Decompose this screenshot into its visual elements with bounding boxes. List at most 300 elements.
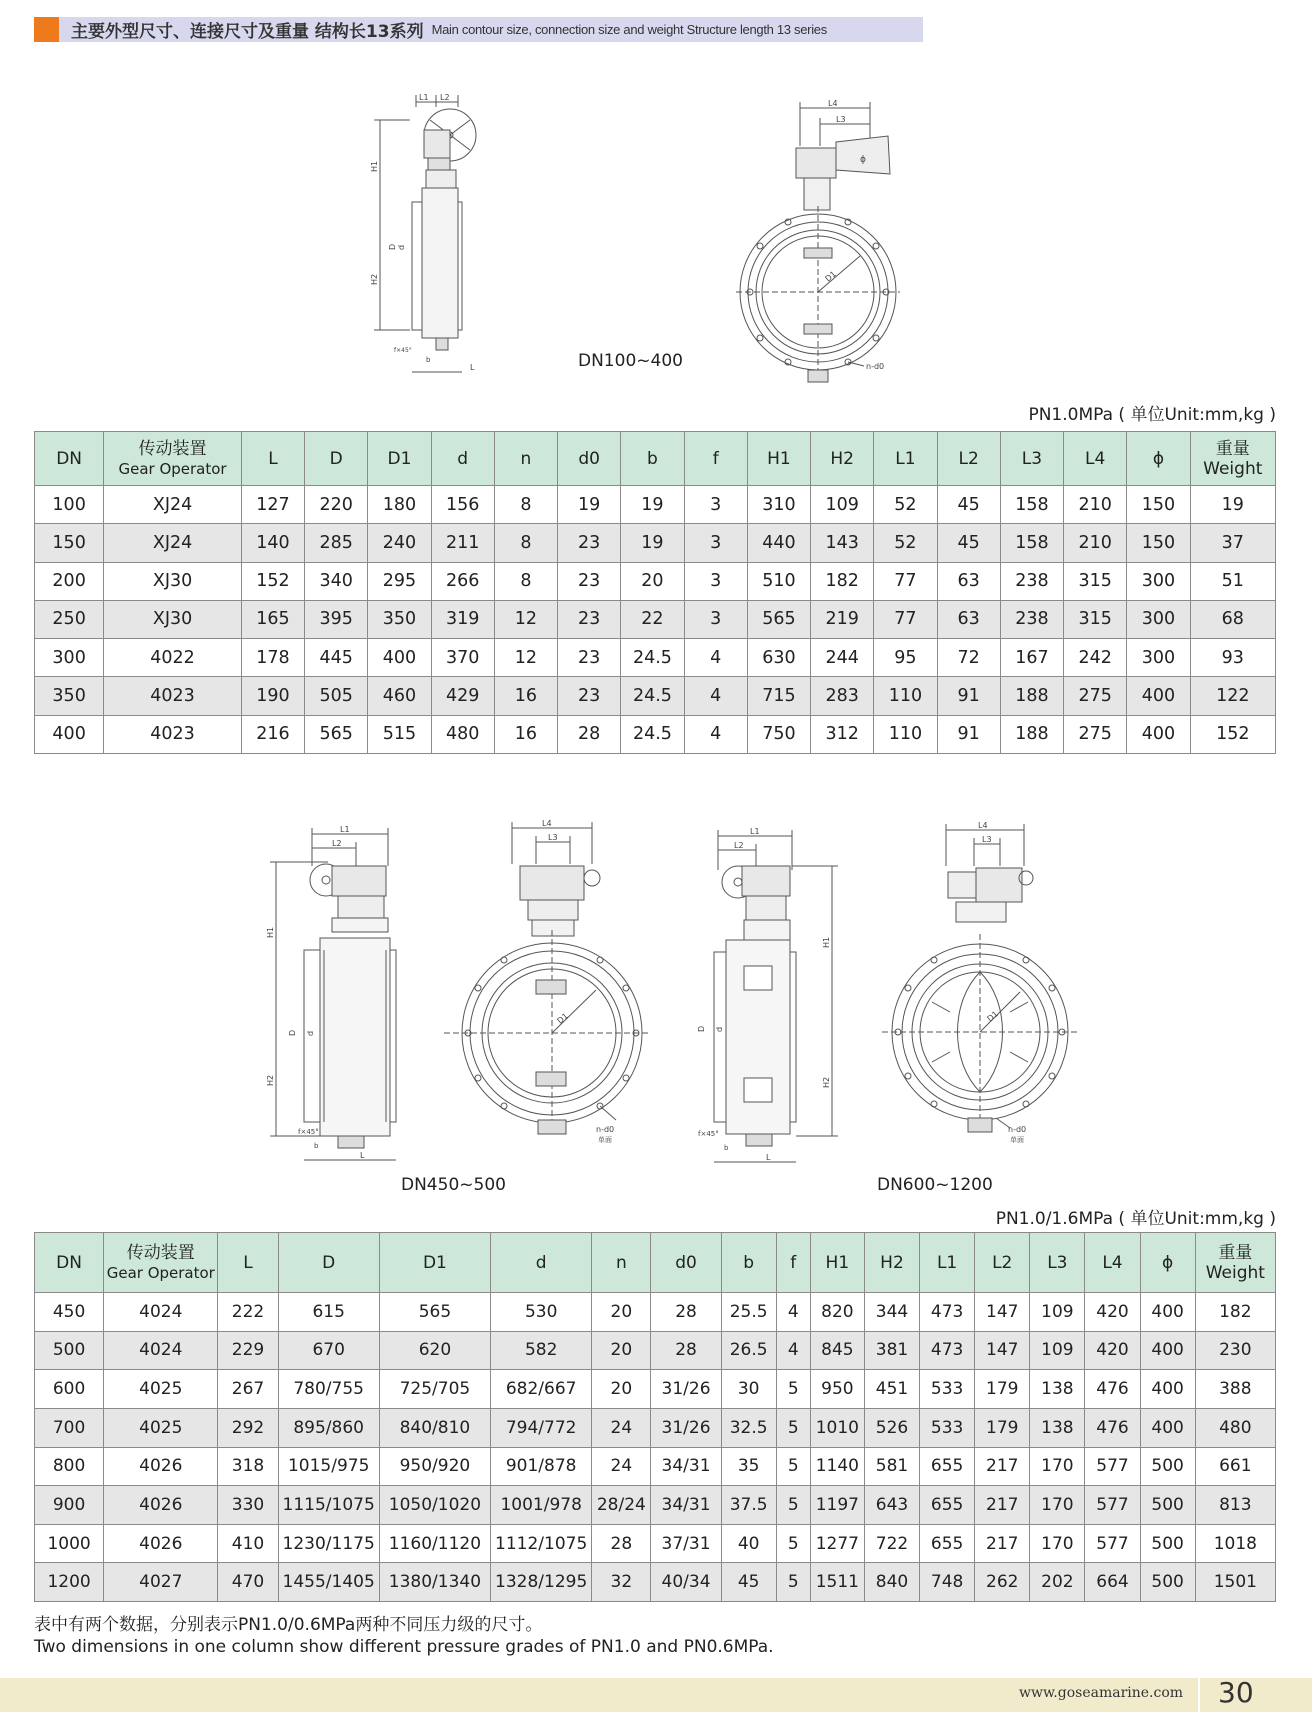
caption-dn100-400: DN100~400 xyxy=(578,351,683,371)
cell-l3: 138 xyxy=(1030,1408,1085,1447)
cell-b: 19 xyxy=(621,486,684,524)
cell-n: 8 xyxy=(494,524,557,562)
cell-l2: 91 xyxy=(937,677,1000,715)
cell-l: 330 xyxy=(218,1486,278,1525)
label-h1: H1 xyxy=(822,936,831,948)
cell-f: 5 xyxy=(776,1370,810,1409)
cell-d-inner: 582 xyxy=(491,1331,592,1370)
cell-l: 318 xyxy=(218,1447,278,1486)
header-h2: H2 xyxy=(811,432,874,486)
table-row xyxy=(35,1524,1276,1563)
cell-dn: 1000 xyxy=(35,1524,104,1563)
table1-body xyxy=(35,486,1276,754)
table-row xyxy=(35,600,1276,638)
cell-phi: 500 xyxy=(1140,1486,1195,1525)
cell-b: 19 xyxy=(621,524,684,562)
section-title-en: Main contour size, connection size and weight Structure length 13 series xyxy=(431,22,827,37)
cell-d-inner: 370 xyxy=(431,639,494,677)
header-l3: L3 xyxy=(1030,1233,1085,1293)
label-l: L xyxy=(766,1153,771,1162)
cell-d-outer: 395 xyxy=(305,600,368,638)
cell-d-outer: 340 xyxy=(305,562,368,600)
cell-weight: 661 xyxy=(1195,1447,1275,1486)
cell-phi: 400 xyxy=(1140,1331,1195,1370)
cell-phi: 400 xyxy=(1127,677,1190,715)
header-d-outer: D xyxy=(305,432,368,486)
cell-b: 45 xyxy=(721,1563,776,1602)
header-weight-cn: 重量 xyxy=(1215,438,1250,459)
cell-weight: 813 xyxy=(1195,1486,1275,1525)
caption-dn450-500: DN450~500 xyxy=(401,1175,506,1195)
diagram-dn450-500-front xyxy=(440,820,640,1150)
cell-b: 26.5 xyxy=(721,1331,776,1370)
cell-l: 190 xyxy=(241,677,304,715)
cell-d-inner: 1001/978 xyxy=(491,1486,592,1525)
cell-f: 5 xyxy=(776,1486,810,1525)
label-l1: L1 xyxy=(750,827,760,836)
cell-gear-operator: 4025 xyxy=(104,1370,218,1409)
cell-h2: 109 xyxy=(811,486,874,524)
cell-h1: 845 xyxy=(810,1331,864,1370)
cell-weight: 1501 xyxy=(1195,1563,1275,1602)
cell-l2: 91 xyxy=(937,715,1000,753)
cell-l1: 533 xyxy=(920,1370,975,1409)
cell-d0: 23 xyxy=(558,639,621,677)
cell-l4: 476 xyxy=(1085,1408,1140,1447)
label-fx45: f×45° xyxy=(394,347,412,354)
cell-d1: 565 xyxy=(379,1293,490,1332)
label-h2: H2 xyxy=(370,273,379,285)
table-row xyxy=(35,639,1276,677)
cell-l3: 170 xyxy=(1030,1524,1085,1563)
cell-n: 24 xyxy=(592,1408,651,1447)
cell-d-outer: 1015/975 xyxy=(278,1447,379,1486)
header-l3: L3 xyxy=(1000,432,1063,486)
cell-n: 16 xyxy=(494,677,557,715)
cell-l: 127 xyxy=(241,486,304,524)
cell-l1: 748 xyxy=(920,1563,975,1602)
label-d-inner: d xyxy=(306,1030,315,1036)
cell-d1: 1160/1120 xyxy=(379,1524,490,1563)
header-d-outer: D xyxy=(278,1233,379,1293)
cell-l1: 77 xyxy=(874,562,937,600)
cell-h1: 1010 xyxy=(810,1408,864,1447)
cell-gear-operator: 4026 xyxy=(104,1524,218,1563)
cell-h1: 630 xyxy=(747,639,810,677)
cell-l: 267 xyxy=(218,1370,278,1409)
section-marker xyxy=(34,17,59,42)
cell-gear-operator: XJ30 xyxy=(104,600,242,638)
cell-l: 229 xyxy=(218,1331,278,1370)
cell-h1: 820 xyxy=(810,1293,864,1332)
cell-d0: 34/31 xyxy=(651,1486,721,1525)
cell-weight: 480 xyxy=(1195,1408,1275,1447)
label-b: b xyxy=(724,1144,729,1152)
cell-h2: 344 xyxy=(864,1293,919,1332)
cell-l4: 664 xyxy=(1085,1563,1140,1602)
label-nd0-cn: 单面 xyxy=(1010,1136,1024,1144)
cell-f: 3 xyxy=(684,486,747,524)
cell-h1: 565 xyxy=(747,600,810,638)
cell-d-inner: 794/772 xyxy=(491,1408,592,1447)
cell-l2: 45 xyxy=(937,524,1000,562)
cell-gear-operator: XJ24 xyxy=(104,524,242,562)
cell-dn: 300 xyxy=(35,639,104,677)
cell-h2: 381 xyxy=(864,1331,919,1370)
caption-dn600-1200: DN600~1200 xyxy=(877,1175,993,1195)
cell-l3: 202 xyxy=(1030,1563,1085,1602)
label-h2: H2 xyxy=(822,1076,831,1088)
label-d1: D1 xyxy=(823,269,838,284)
cell-weight: 122 xyxy=(1190,677,1275,715)
header-d0: d0 xyxy=(651,1233,721,1293)
cell-h2: 283 xyxy=(811,677,874,715)
cell-l2: 147 xyxy=(975,1293,1030,1332)
cell-d0: 31/26 xyxy=(651,1408,721,1447)
footnote xyxy=(34,1614,774,1658)
cell-b: 40 xyxy=(721,1524,776,1563)
table1-unit-note: PN1.0MPa ( 单位Unit:mm,kg ) xyxy=(1028,405,1276,425)
cell-d1: 240 xyxy=(368,524,431,562)
cell-dn: 600 xyxy=(35,1370,104,1409)
cell-d-outer: 1455/1405 xyxy=(278,1563,379,1602)
label-d-outer: D xyxy=(288,1029,297,1036)
cell-n: 16 xyxy=(494,715,557,753)
header-n: n xyxy=(592,1233,651,1293)
cell-d1: 725/705 xyxy=(379,1370,490,1409)
cell-weight: 1018 xyxy=(1195,1524,1275,1563)
cell-n: 12 xyxy=(494,639,557,677)
cell-f: 3 xyxy=(684,524,747,562)
cell-dn: 200 xyxy=(35,562,104,600)
cell-b: 20 xyxy=(621,562,684,600)
cell-d0: 34/31 xyxy=(651,1447,721,1486)
cell-b: 22 xyxy=(621,600,684,638)
header-h2: H2 xyxy=(864,1233,919,1293)
cell-l2: 217 xyxy=(975,1524,1030,1563)
cell-f: 4 xyxy=(684,677,747,715)
cell-l: 140 xyxy=(241,524,304,562)
cell-l1: 77 xyxy=(874,600,937,638)
cell-l3: 109 xyxy=(1030,1331,1085,1370)
cell-d0: 23 xyxy=(558,562,621,600)
cell-d-inner: 530 xyxy=(491,1293,592,1332)
cell-b: 30 xyxy=(721,1370,776,1409)
cell-gear-operator: 4026 xyxy=(104,1447,218,1486)
cell-l3: 158 xyxy=(1000,524,1063,562)
cell-l4: 275 xyxy=(1064,715,1127,753)
cell-l3: 170 xyxy=(1030,1447,1085,1486)
cell-l4: 577 xyxy=(1085,1524,1140,1563)
label-l2: L2 xyxy=(734,841,744,850)
table2-body xyxy=(35,1293,1276,1602)
cell-weight: 19 xyxy=(1190,486,1275,524)
cell-b: 32.5 xyxy=(721,1408,776,1447)
cell-d-outer: 565 xyxy=(305,715,368,753)
table2-unit-note: PN1.0/1.6MPa ( 单位Unit:mm,kg ) xyxy=(995,1209,1276,1229)
label-l4: L4 xyxy=(828,99,838,108)
label-d-outer: D xyxy=(388,243,397,250)
cell-d1: 180 xyxy=(368,486,431,524)
diagram-dn100-400-front xyxy=(740,96,920,386)
cell-phi: 400 xyxy=(1140,1370,1195,1409)
cell-gear-operator: 4023 xyxy=(104,677,242,715)
cell-d0: 37/31 xyxy=(651,1524,721,1563)
cell-l: 410 xyxy=(218,1524,278,1563)
table-row xyxy=(35,562,1276,600)
cell-d0: 23 xyxy=(558,600,621,638)
cell-phi: 300 xyxy=(1127,562,1190,600)
table-row xyxy=(35,1408,1276,1447)
cell-weight: 388 xyxy=(1195,1370,1275,1409)
header-f: f xyxy=(684,432,747,486)
cell-d-outer: 285 xyxy=(305,524,368,562)
cell-weight: 152 xyxy=(1190,715,1275,753)
cell-d-outer: 445 xyxy=(305,639,368,677)
cell-h1: 1140 xyxy=(810,1447,864,1486)
cell-weight: 68 xyxy=(1190,600,1275,638)
cell-l4: 315 xyxy=(1064,600,1127,638)
cell-d1: 1050/1020 xyxy=(379,1486,490,1525)
cell-l4: 275 xyxy=(1064,677,1127,715)
cell-f: 4 xyxy=(776,1293,810,1332)
label-b: b xyxy=(314,1142,319,1150)
cell-h2: 143 xyxy=(811,524,874,562)
cell-h2: 526 xyxy=(864,1408,919,1447)
cell-l3: 158 xyxy=(1000,486,1063,524)
cell-h1: 510 xyxy=(747,562,810,600)
header-l2: L2 xyxy=(975,1233,1030,1293)
diagram-dn450-500-side xyxy=(268,826,408,1168)
cell-d-inner: 1328/1295 xyxy=(491,1563,592,1602)
cell-d1: 400 xyxy=(368,639,431,677)
cell-dn: 150 xyxy=(35,524,104,562)
cell-b: 24.5 xyxy=(621,639,684,677)
cell-phi: 400 xyxy=(1127,715,1190,753)
cell-phi: 150 xyxy=(1127,486,1190,524)
cell-phi: 500 xyxy=(1140,1524,1195,1563)
cell-d1: 460 xyxy=(368,677,431,715)
table-row xyxy=(35,486,1276,524)
cell-dn: 100 xyxy=(35,486,104,524)
cell-weight: 51 xyxy=(1190,562,1275,600)
cell-l3: 167 xyxy=(1000,639,1063,677)
cell-dn: 250 xyxy=(35,600,104,638)
cell-d-outer: 1230/1175 xyxy=(278,1524,379,1563)
cell-d1: 295 xyxy=(368,562,431,600)
label-nd0: n-d0 xyxy=(596,1125,615,1134)
label-l4: L4 xyxy=(978,821,988,830)
cell-weight: 93 xyxy=(1190,639,1275,677)
header-l4: L4 xyxy=(1085,1233,1140,1293)
label-fx45: f×45° xyxy=(698,1130,719,1138)
page-footer xyxy=(0,1678,1312,1712)
table-row xyxy=(35,1370,1276,1409)
cell-l4: 420 xyxy=(1085,1331,1140,1370)
cell-l3: 238 xyxy=(1000,562,1063,600)
cell-l: 470 xyxy=(218,1563,278,1602)
cell-h1: 440 xyxy=(747,524,810,562)
header-n: n xyxy=(494,432,557,486)
cell-l: 216 xyxy=(241,715,304,753)
table-row xyxy=(35,524,1276,562)
label-l2: L2 xyxy=(440,93,450,102)
cell-n: 28/24 xyxy=(592,1486,651,1525)
cell-n: 32 xyxy=(592,1563,651,1602)
cell-b: 35 xyxy=(721,1447,776,1486)
label-l4: L4 xyxy=(542,819,552,828)
header-gear-operator xyxy=(104,1233,218,1293)
cell-l1: 473 xyxy=(920,1331,975,1370)
cell-l3: 188 xyxy=(1000,715,1063,753)
table-row xyxy=(35,1293,1276,1332)
table-row xyxy=(35,715,1276,753)
cell-l2: 179 xyxy=(975,1370,1030,1409)
cell-gear-operator: 4024 xyxy=(104,1293,218,1332)
cell-l2: 147 xyxy=(975,1331,1030,1370)
footnote-cn: 表中有两个数据，分别表示PN1.0/0.6MPa两种不同压力级的尺寸。 xyxy=(34,1615,543,1635)
diagram-dn100-400-side xyxy=(370,90,510,380)
diagram-dn600-1200-front xyxy=(880,822,1070,1152)
label-d-outer: D xyxy=(697,1025,706,1032)
website-link[interactable]: www.goseamarine.com xyxy=(1019,1685,1184,1701)
cell-n: 28 xyxy=(592,1524,651,1563)
cell-d-outer: 615 xyxy=(278,1293,379,1332)
cell-weight: 37 xyxy=(1190,524,1275,562)
cell-gear-operator: 4022 xyxy=(104,639,242,677)
label-nd0: n-d0 xyxy=(1008,1125,1027,1134)
header-d-inner: d xyxy=(431,432,494,486)
label-d-inner: d xyxy=(715,1026,724,1032)
cell-h1: 310 xyxy=(747,486,810,524)
cell-b: 24.5 xyxy=(621,677,684,715)
cell-n: 20 xyxy=(592,1331,651,1370)
cell-gear-operator: 4027 xyxy=(104,1563,218,1602)
cell-d-outer: 505 xyxy=(305,677,368,715)
cell-d-outer: 780/755 xyxy=(278,1370,379,1409)
table-row xyxy=(35,1447,1276,1486)
cell-l1: 110 xyxy=(874,677,937,715)
cell-l3: 138 xyxy=(1030,1370,1085,1409)
table-row xyxy=(35,1331,1276,1370)
cell-h2: 451 xyxy=(864,1370,919,1409)
label-l3: L3 xyxy=(548,833,558,842)
cell-weight: 230 xyxy=(1195,1331,1275,1370)
header-dn: DN xyxy=(35,1233,104,1293)
cell-d1: 620 xyxy=(379,1331,490,1370)
label-b: b xyxy=(426,356,431,364)
header-l1: L1 xyxy=(874,432,937,486)
cell-gear-operator: 4023 xyxy=(104,715,242,753)
header-l: L xyxy=(218,1233,278,1293)
label-h2: H2 xyxy=(266,1074,275,1086)
cell-l3: 238 xyxy=(1000,600,1063,638)
label-l3: L3 xyxy=(982,835,992,844)
cell-h1: 950 xyxy=(810,1370,864,1409)
cell-dn: 700 xyxy=(35,1408,104,1447)
cell-l2: 72 xyxy=(937,639,1000,677)
header-weight xyxy=(1190,432,1275,486)
cell-h2: 244 xyxy=(811,639,874,677)
cell-l4: 476 xyxy=(1085,1370,1140,1409)
cell-d-inner: 319 xyxy=(431,600,494,638)
header-l2: L2 xyxy=(937,432,1000,486)
cell-d-outer: 1115/1075 xyxy=(278,1486,379,1525)
header-h1: H1 xyxy=(747,432,810,486)
header-gear-cn: 传动装置 xyxy=(126,1242,195,1263)
cell-d1: 515 xyxy=(368,715,431,753)
header-l1: L1 xyxy=(920,1233,975,1293)
header-gear-en: Gear Operator xyxy=(118,459,227,478)
cell-d1: 950/920 xyxy=(379,1447,490,1486)
cell-dn: 500 xyxy=(35,1331,104,1370)
cell-d0: 23 xyxy=(558,524,621,562)
cell-d1: 840/810 xyxy=(379,1408,490,1447)
label-l1: L1 xyxy=(419,93,429,102)
table-row xyxy=(35,1563,1276,1602)
cell-phi: 400 xyxy=(1140,1293,1195,1332)
cell-d-outer: 220 xyxy=(305,486,368,524)
cell-n: 12 xyxy=(494,600,557,638)
cell-h1: 1197 xyxy=(810,1486,864,1525)
cell-d-inner: 156 xyxy=(431,486,494,524)
header-phi: ϕ xyxy=(1127,432,1190,486)
cell-d1: 350 xyxy=(368,600,431,638)
cell-dn: 350 xyxy=(35,677,104,715)
section-header xyxy=(34,17,923,42)
header-dn: DN xyxy=(35,432,104,486)
cell-l2: 217 xyxy=(975,1447,1030,1486)
cell-l: 178 xyxy=(241,639,304,677)
cell-dn: 800 xyxy=(35,1447,104,1486)
cell-f: 3 xyxy=(684,562,747,600)
cell-b: 37.5 xyxy=(721,1486,776,1525)
cell-f: 4 xyxy=(776,1331,810,1370)
cell-h2: 581 xyxy=(864,1447,919,1486)
label-fx45: f×45° xyxy=(298,1128,319,1136)
cell-d-outer: 670 xyxy=(278,1331,379,1370)
header-weight xyxy=(1195,1233,1275,1293)
cell-d0: 28 xyxy=(651,1331,721,1370)
cell-f: 3 xyxy=(684,600,747,638)
diagram-dn600-1200-side xyxy=(696,826,846,1168)
cell-f: 4 xyxy=(684,715,747,753)
label-l: L xyxy=(360,1151,365,1160)
cell-phi: 500 xyxy=(1140,1447,1195,1486)
cell-h2: 182 xyxy=(811,562,874,600)
cell-l1: 110 xyxy=(874,715,937,753)
cell-d0: 31/26 xyxy=(651,1370,721,1409)
table-row xyxy=(35,677,1276,715)
cell-phi: 500 xyxy=(1140,1563,1195,1602)
cell-d-inner: 1112/1075 xyxy=(491,1524,592,1563)
cell-h1: 750 xyxy=(747,715,810,753)
cell-l1: 533 xyxy=(920,1408,975,1447)
cell-l1: 95 xyxy=(874,639,937,677)
header-l4: L4 xyxy=(1064,432,1127,486)
label-l: L xyxy=(470,363,475,372)
cell-gear-operator: 4026 xyxy=(104,1486,218,1525)
cell-n: 20 xyxy=(592,1370,651,1409)
label-d1: D1 xyxy=(555,1011,570,1026)
cell-d-inner: 901/878 xyxy=(491,1447,592,1486)
spec-table-dn100-400 xyxy=(34,431,1276,754)
cell-n: 8 xyxy=(494,562,557,600)
cell-l2: 63 xyxy=(937,600,1000,638)
cell-dn: 900 xyxy=(35,1486,104,1525)
header-b: b xyxy=(721,1233,776,1293)
cell-h2: 840 xyxy=(864,1563,919,1602)
